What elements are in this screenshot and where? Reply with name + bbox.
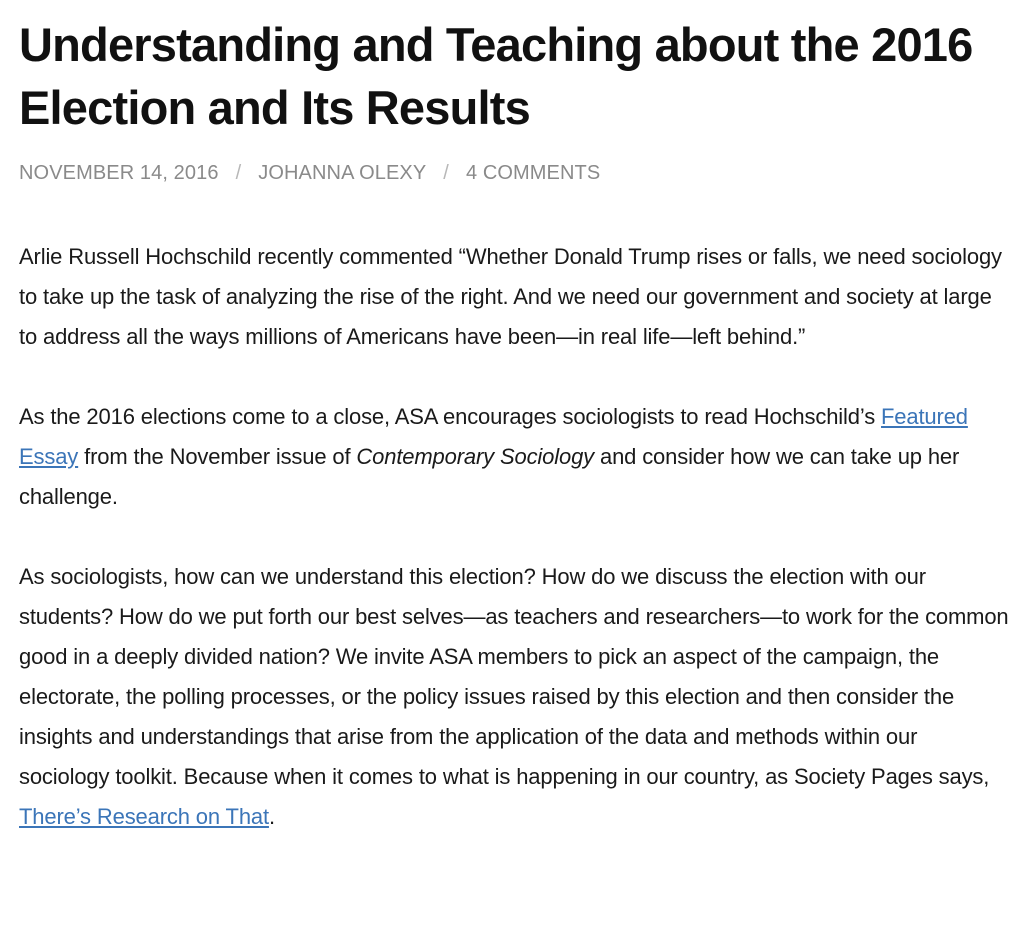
post-title: Understanding and Teaching about the 2016 Election and Its Results — [19, 18, 973, 134]
paragraph-text: and consider how we can take up her challenge. — [19, 444, 960, 509]
paragraph-quote: Arlie Russell Hochschild recently commented “Whether Donald Trump rises or falls, we need sociology to take up the task of analyzing the rise of the right. And we need our government and society at large to address all the ways millions of Americans have been—in real life—left behind.” — [19, 244, 1002, 349]
journal-title: Contemporary Sociology — [356, 444, 595, 469]
post-author-link[interactable]: JOHANNA OLEXY — [258, 162, 427, 184]
paragraph-text: from the November issue of — [78, 444, 357, 469]
post-content — [19, 237, 1009, 837]
post-meta — [19, 160, 1009, 186]
paragraph-featured-essay — [19, 397, 1009, 517]
paragraph-text: As sociologists, how can we understand this election? How do we discuss the election with our students? How do we put forth our best selves—as teachers and researchers—to work for the common good in a deeply divided nation? We invite ASA members to pick an aspect of the campaign, the electorate, the polling processes, or the policy issues raised by this election and then consider the insights and understandings that arise from the application of the data and methods within our sociology toolkit. Because when it comes to what is happening in our country, as Society Pages says, — [19, 564, 1009, 789]
blog-post — [19, 0, 1009, 877]
meta-separator: / — [443, 162, 449, 184]
post-date-link[interactable]: NOVEMBER 14, 2016 — [19, 162, 219, 184]
post-comments-link[interactable]: 4 COMMENTS — [465, 162, 601, 184]
paragraph-text: As the 2016 elections come to a close, ASA encourages sociologists to read Hochschild’s — [19, 404, 882, 429]
meta-separator: / — [235, 162, 242, 184]
paragraph-invitation — [19, 557, 1009, 837]
paragraph-text: . — [268, 804, 275, 829]
featured-essay-link[interactable]: Featured Essay — [19, 404, 968, 469]
theres-research-on-that-link[interactable]: There’s Research on That — [19, 804, 269, 829]
